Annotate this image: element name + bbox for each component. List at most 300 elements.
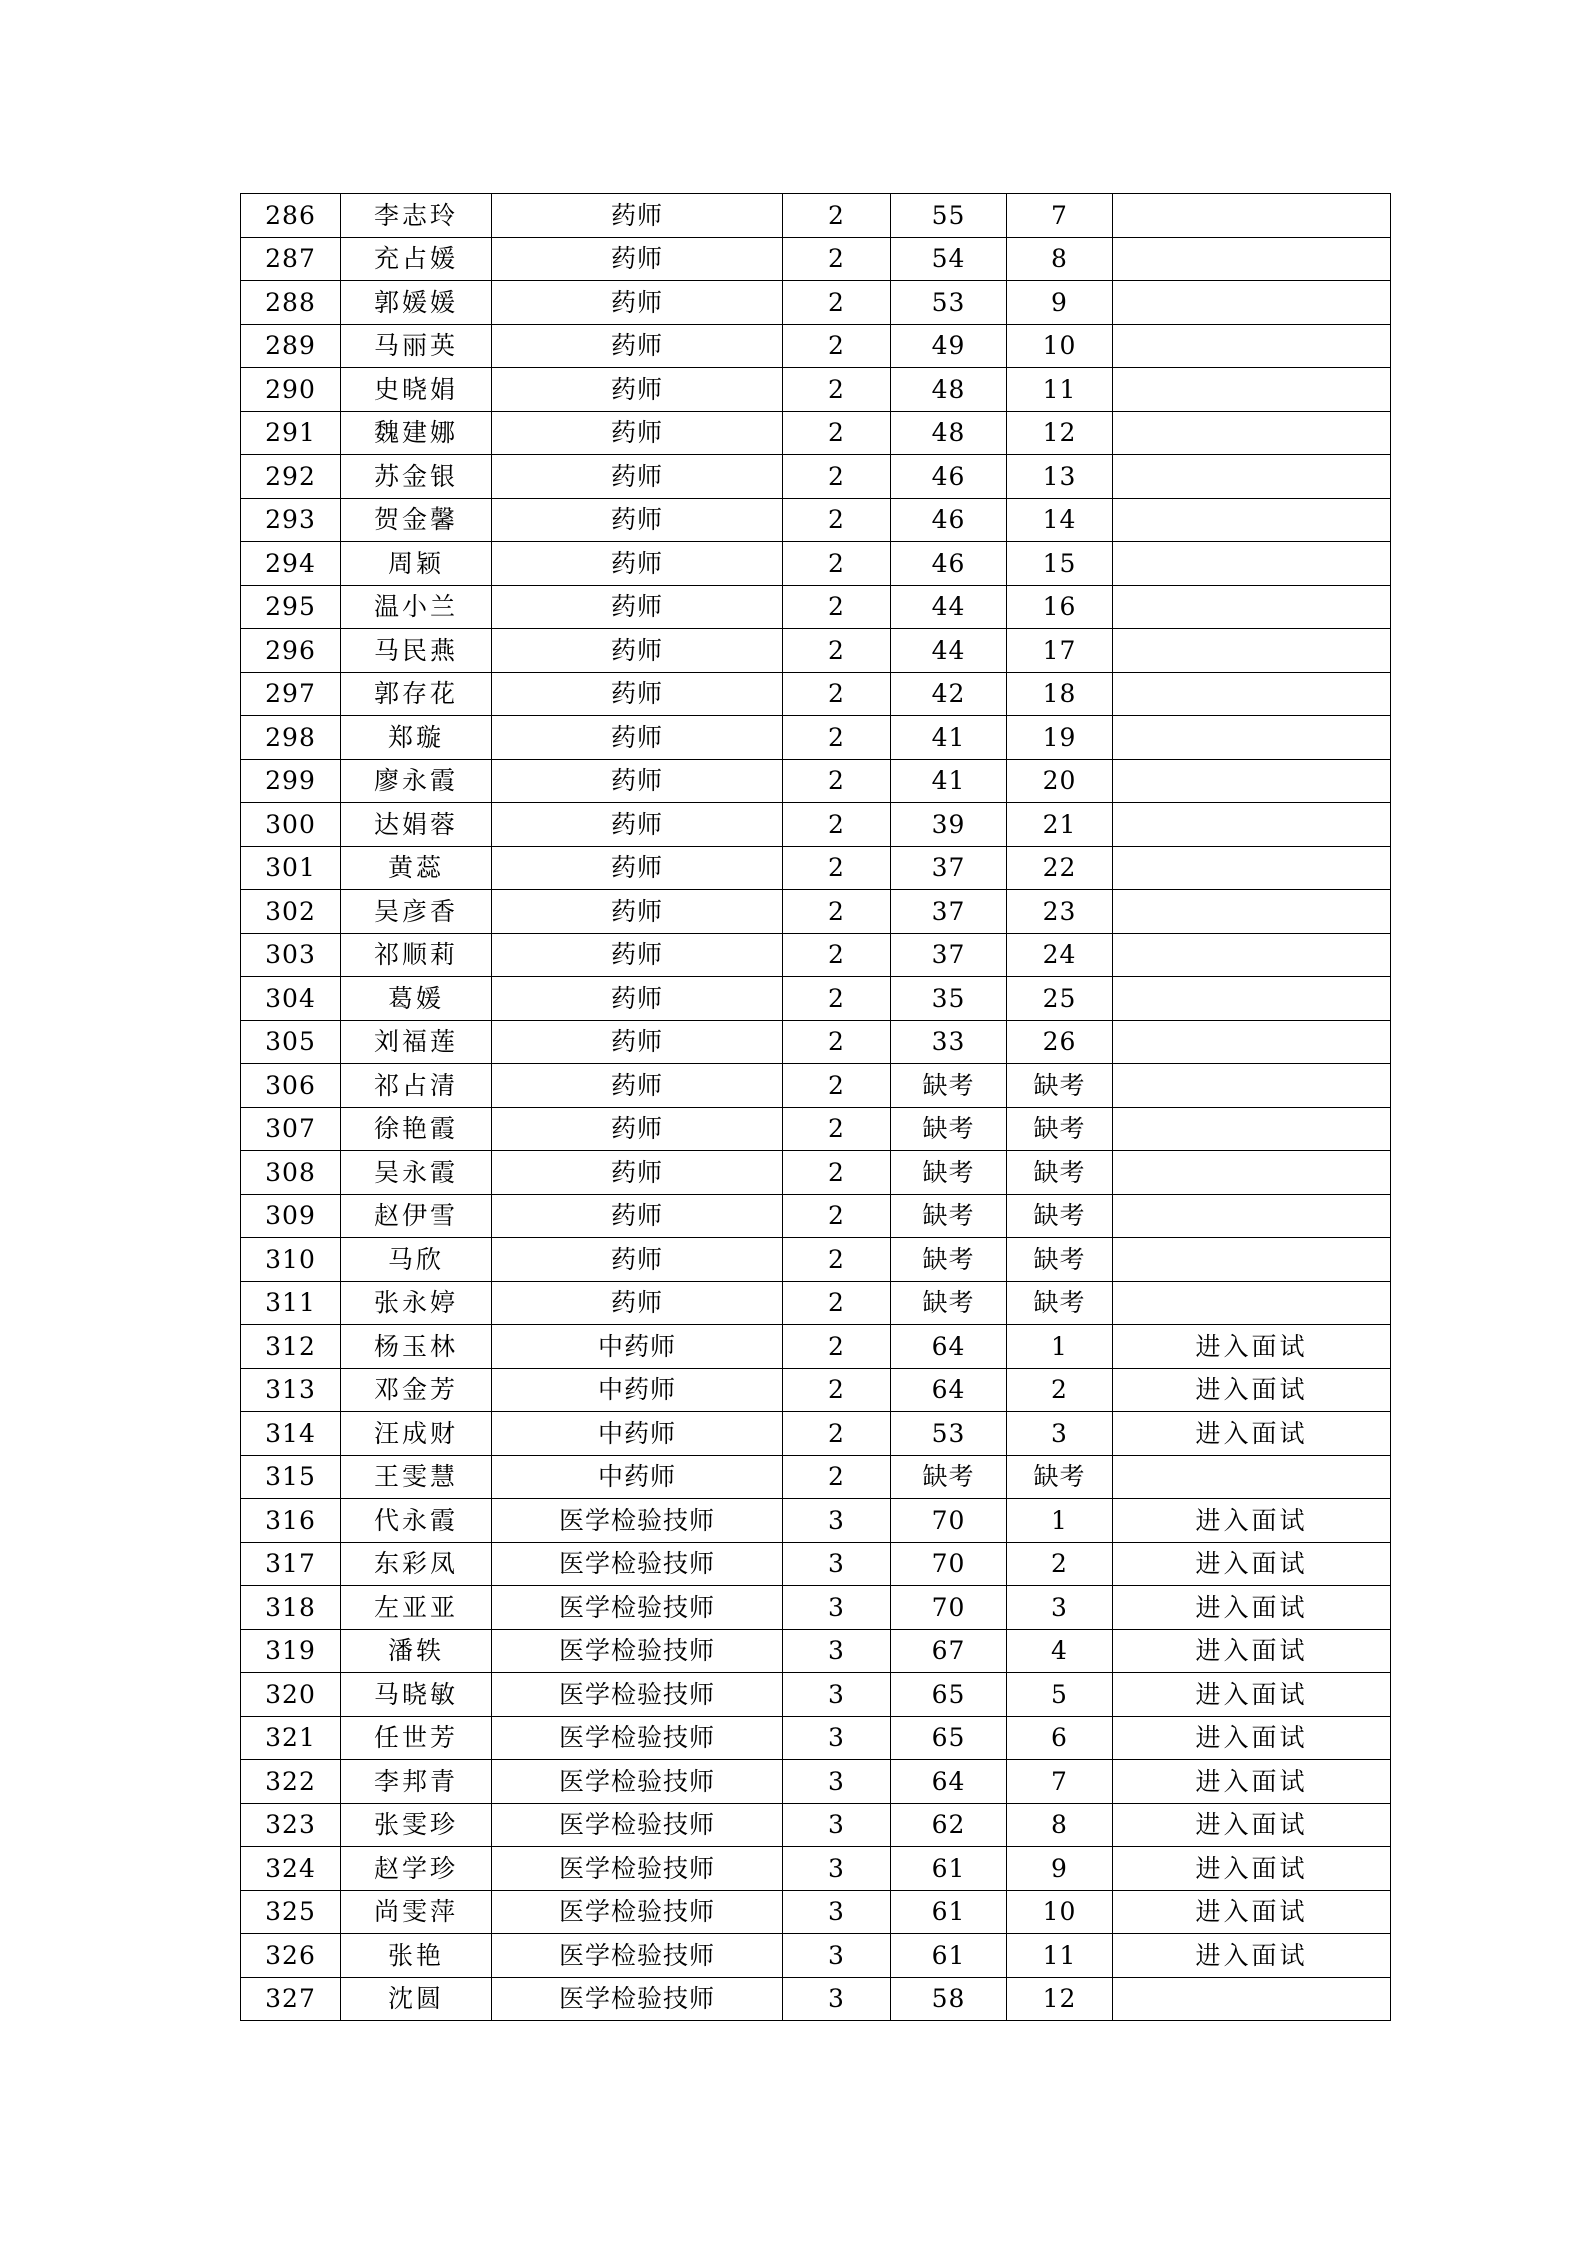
cell-position: 医学检验技师	[492, 1629, 783, 1673]
cell-rank: 8	[1007, 1803, 1113, 1847]
cell-seq: 288	[241, 281, 341, 325]
cell-remark	[1113, 411, 1391, 455]
table-row	[241, 629, 1391, 673]
cell-name: 魏建娜	[341, 411, 492, 455]
cell-score: 54	[891, 237, 1007, 281]
cell-rank: 11	[1007, 368, 1113, 412]
cell-position-code: 2	[783, 846, 891, 890]
cell-position-code: 2	[783, 542, 891, 586]
cell-remark	[1113, 237, 1391, 281]
cell-name: 刘福莲	[341, 1020, 492, 1064]
table-row	[241, 1499, 1391, 1543]
cell-remark	[1113, 672, 1391, 716]
cell-name: 马欣	[341, 1238, 492, 1282]
cell-position-code: 3	[783, 1934, 891, 1978]
cell-seq: 301	[241, 846, 341, 890]
cell-score: 42	[891, 672, 1007, 716]
cell-seq: 289	[241, 324, 341, 368]
cell-position: 药师	[492, 411, 783, 455]
cell-position: 药师	[492, 194, 783, 238]
cell-position: 药师	[492, 368, 783, 412]
cell-name: 苏金银	[341, 455, 492, 499]
cell-score: 缺考	[891, 1107, 1007, 1151]
cell-name: 代永霞	[341, 1499, 492, 1543]
cell-position: 药师	[492, 1107, 783, 1151]
cell-remark: 进入面试	[1113, 1716, 1391, 1760]
table-row	[241, 1673, 1391, 1717]
table-row	[241, 1194, 1391, 1238]
cell-rank: 7	[1007, 194, 1113, 238]
cell-name: 李志玲	[341, 194, 492, 238]
cell-rank: 缺考	[1007, 1064, 1113, 1108]
cell-score: 48	[891, 411, 1007, 455]
cell-position-code: 2	[783, 890, 891, 934]
cell-position: 药师	[492, 933, 783, 977]
cell-seq: 306	[241, 1064, 341, 1108]
cell-rank: 15	[1007, 542, 1113, 586]
cell-position: 药师	[492, 1064, 783, 1108]
table-row	[241, 672, 1391, 716]
cell-seq: 310	[241, 1238, 341, 1282]
cell-position-code: 2	[783, 498, 891, 542]
table-row	[241, 324, 1391, 368]
cell-seq: 307	[241, 1107, 341, 1151]
cell-rank: 10	[1007, 1890, 1113, 1934]
cell-position-code: 2	[783, 759, 891, 803]
cell-seq: 324	[241, 1847, 341, 1891]
cell-position: 药师	[492, 1151, 783, 1195]
cell-seq: 318	[241, 1586, 341, 1630]
cell-name: 潘轶	[341, 1629, 492, 1673]
cell-remark: 进入面试	[1113, 1673, 1391, 1717]
cell-rank: 10	[1007, 324, 1113, 368]
cell-remark	[1113, 977, 1391, 1021]
cell-score: 61	[891, 1847, 1007, 1891]
cell-seq: 311	[241, 1281, 341, 1325]
cell-rank: 25	[1007, 977, 1113, 1021]
cell-seq: 298	[241, 716, 341, 760]
results-table	[240, 193, 1391, 2021]
cell-position-code: 2	[783, 1020, 891, 1064]
cell-rank: 26	[1007, 1020, 1113, 1064]
cell-position-code: 3	[783, 1673, 891, 1717]
cell-remark	[1113, 368, 1391, 412]
cell-position-code: 2	[783, 585, 891, 629]
cell-name: 贺金馨	[341, 498, 492, 542]
cell-remark	[1113, 846, 1391, 890]
table-row	[241, 803, 1391, 847]
cell-score: 缺考	[891, 1238, 1007, 1282]
cell-score: 44	[891, 629, 1007, 673]
cell-rank: 12	[1007, 1977, 1113, 2021]
cell-rank: 2	[1007, 1368, 1113, 1412]
cell-name: 左亚亚	[341, 1586, 492, 1630]
cell-remark	[1113, 1455, 1391, 1499]
cell-name: 马丽英	[341, 324, 492, 368]
cell-rank: 缺考	[1007, 1194, 1113, 1238]
cell-name: 马民燕	[341, 629, 492, 673]
cell-score: 缺考	[891, 1455, 1007, 1499]
cell-name: 东彩凤	[341, 1542, 492, 1586]
cell-position-code: 2	[783, 194, 891, 238]
cell-position: 药师	[492, 542, 783, 586]
table-row	[241, 194, 1391, 238]
cell-seq: 287	[241, 237, 341, 281]
cell-name: 祁占清	[341, 1064, 492, 1108]
cell-remark	[1113, 759, 1391, 803]
cell-name: 温小兰	[341, 585, 492, 629]
cell-remark	[1113, 1020, 1391, 1064]
cell-score: 62	[891, 1803, 1007, 1847]
cell-position-code: 3	[783, 1760, 891, 1804]
cell-rank: 1	[1007, 1325, 1113, 1369]
cell-rank: 18	[1007, 672, 1113, 716]
cell-seq: 294	[241, 542, 341, 586]
cell-score: 35	[891, 977, 1007, 1021]
cell-seq: 325	[241, 1890, 341, 1934]
cell-position: 医学检验技师	[492, 1499, 783, 1543]
cell-seq: 323	[241, 1803, 341, 1847]
cell-position-code: 3	[783, 1716, 891, 1760]
cell-name: 祁顺莉	[341, 933, 492, 977]
cell-rank: 3	[1007, 1412, 1113, 1456]
cell-rank: 1	[1007, 1499, 1113, 1543]
cell-position-code: 2	[783, 1325, 891, 1369]
cell-remark	[1113, 585, 1391, 629]
cell-rank: 缺考	[1007, 1238, 1113, 1282]
cell-seq: 320	[241, 1673, 341, 1717]
cell-position: 医学检验技师	[492, 1803, 783, 1847]
cell-position-code: 3	[783, 1586, 891, 1630]
cell-score: 61	[891, 1890, 1007, 1934]
cell-score: 缺考	[891, 1194, 1007, 1238]
cell-name: 尚雯萍	[341, 1890, 492, 1934]
cell-score: 53	[891, 1412, 1007, 1456]
table-row	[241, 1977, 1391, 2021]
cell-position: 药师	[492, 237, 783, 281]
cell-position: 药师	[492, 1020, 783, 1064]
cell-position-code: 3	[783, 1847, 891, 1891]
cell-seq: 316	[241, 1499, 341, 1543]
table-row	[241, 890, 1391, 934]
cell-name: 张雯珍	[341, 1803, 492, 1847]
table-row	[241, 933, 1391, 977]
cell-score: 64	[891, 1760, 1007, 1804]
cell-name: 马晓敏	[341, 1673, 492, 1717]
cell-score: 46	[891, 455, 1007, 499]
cell-position-code: 2	[783, 977, 891, 1021]
cell-position: 医学检验技师	[492, 1586, 783, 1630]
table-row	[241, 1803, 1391, 1847]
cell-seq: 296	[241, 629, 341, 673]
cell-remark: 进入面试	[1113, 1368, 1391, 1412]
cell-remark: 进入面试	[1113, 1542, 1391, 1586]
cell-seq: 321	[241, 1716, 341, 1760]
table-row	[241, 1586, 1391, 1630]
cell-remark	[1113, 803, 1391, 847]
cell-position-code: 2	[783, 237, 891, 281]
cell-score: 65	[891, 1673, 1007, 1717]
cell-seq: 326	[241, 1934, 341, 1978]
cell-name: 达娟蓉	[341, 803, 492, 847]
table-row	[241, 1760, 1391, 1804]
cell-score: 65	[891, 1716, 1007, 1760]
table-row	[241, 759, 1391, 803]
cell-seq: 312	[241, 1325, 341, 1369]
cell-name: 吴彦香	[341, 890, 492, 934]
cell-rank: 16	[1007, 585, 1113, 629]
cell-score: 46	[891, 542, 1007, 586]
cell-seq: 286	[241, 194, 341, 238]
cell-remark: 进入面试	[1113, 1803, 1391, 1847]
cell-name: 史晓娟	[341, 368, 492, 412]
table-row	[241, 455, 1391, 499]
cell-score: 58	[891, 1977, 1007, 2021]
cell-position: 药师	[492, 716, 783, 760]
cell-position-code: 2	[783, 1238, 891, 1282]
cell-remark	[1113, 629, 1391, 673]
table-row	[241, 1542, 1391, 1586]
cell-remark: 进入面试	[1113, 1890, 1391, 1934]
cell-position: 中药师	[492, 1412, 783, 1456]
table-row	[241, 1847, 1391, 1891]
cell-position-code: 2	[783, 1368, 891, 1412]
cell-seq: 317	[241, 1542, 341, 1586]
cell-seq: 304	[241, 977, 341, 1021]
cell-name: 王雯慧	[341, 1455, 492, 1499]
table-row	[241, 281, 1391, 325]
cell-position: 药师	[492, 1281, 783, 1325]
table-row	[241, 1151, 1391, 1195]
cell-rank: 24	[1007, 933, 1113, 977]
cell-remark	[1113, 324, 1391, 368]
cell-rank: 6	[1007, 1716, 1113, 1760]
cell-position-code: 2	[783, 629, 891, 673]
table-row	[241, 1934, 1391, 1978]
cell-position-code: 3	[783, 1890, 891, 1934]
cell-name: 杨玉林	[341, 1325, 492, 1369]
cell-position-code: 2	[783, 1455, 891, 1499]
cell-rank: 9	[1007, 281, 1113, 325]
cell-position: 药师	[492, 281, 783, 325]
cell-seq: 302	[241, 890, 341, 934]
table-row	[241, 1238, 1391, 1282]
cell-score: 70	[891, 1499, 1007, 1543]
table-row	[241, 977, 1391, 1021]
cell-rank: 22	[1007, 846, 1113, 890]
cell-seq: 322	[241, 1760, 341, 1804]
cell-name: 沈圆	[341, 1977, 492, 2021]
table-row	[241, 1281, 1391, 1325]
cell-position-code: 2	[783, 368, 891, 412]
cell-score: 70	[891, 1542, 1007, 1586]
cell-score: 41	[891, 716, 1007, 760]
cell-seq: 292	[241, 455, 341, 499]
cell-position-code: 2	[783, 1107, 891, 1151]
cell-remark: 进入面试	[1113, 1586, 1391, 1630]
cell-position: 医学检验技师	[492, 1934, 783, 1978]
cell-score: 55	[891, 194, 1007, 238]
cell-position-code: 2	[783, 803, 891, 847]
cell-position-code: 2	[783, 933, 891, 977]
table-row	[241, 237, 1391, 281]
cell-score: 缺考	[891, 1151, 1007, 1195]
cell-position-code: 2	[783, 1194, 891, 1238]
cell-score: 53	[891, 281, 1007, 325]
cell-position-code: 2	[783, 1412, 891, 1456]
cell-position-code: 3	[783, 1803, 891, 1847]
table-row	[241, 1629, 1391, 1673]
table-row	[241, 1368, 1391, 1412]
cell-rank: 3	[1007, 1586, 1113, 1630]
cell-name: 吴永霞	[341, 1151, 492, 1195]
cell-seq: 309	[241, 1194, 341, 1238]
cell-score: 46	[891, 498, 1007, 542]
table-row	[241, 1716, 1391, 1760]
cell-position: 药师	[492, 672, 783, 716]
cell-rank: 8	[1007, 237, 1113, 281]
cell-score: 缺考	[891, 1064, 1007, 1108]
cell-position-code: 2	[783, 1281, 891, 1325]
cell-seq: 297	[241, 672, 341, 716]
cell-position: 药师	[492, 585, 783, 629]
cell-seq: 293	[241, 498, 341, 542]
cell-remark	[1113, 716, 1391, 760]
cell-seq: 291	[241, 411, 341, 455]
cell-position-code: 2	[783, 324, 891, 368]
cell-score: 49	[891, 324, 1007, 368]
cell-remark: 进入面试	[1113, 1629, 1391, 1673]
table-row	[241, 716, 1391, 760]
cell-rank: 13	[1007, 455, 1113, 499]
table-row	[241, 1890, 1391, 1934]
cell-score: 37	[891, 890, 1007, 934]
cell-rank: 23	[1007, 890, 1113, 934]
cell-score: 61	[891, 1934, 1007, 1978]
cell-seq: 290	[241, 368, 341, 412]
cell-position: 药师	[492, 759, 783, 803]
cell-position: 药师	[492, 324, 783, 368]
cell-rank: 21	[1007, 803, 1113, 847]
cell-position: 医学检验技师	[492, 1760, 783, 1804]
cell-rank: 17	[1007, 629, 1113, 673]
cell-remark: 进入面试	[1113, 1499, 1391, 1543]
cell-name: 张永婷	[341, 1281, 492, 1325]
cell-remark	[1113, 281, 1391, 325]
cell-remark	[1113, 1151, 1391, 1195]
cell-rank: 19	[1007, 716, 1113, 760]
table-row	[241, 411, 1391, 455]
cell-rank: 缺考	[1007, 1281, 1113, 1325]
table-row	[241, 846, 1391, 890]
cell-name: 汪成财	[341, 1412, 492, 1456]
cell-position-code: 2	[783, 672, 891, 716]
cell-rank: 4	[1007, 1629, 1113, 1673]
cell-rank: 11	[1007, 1934, 1113, 1978]
cell-position: 医学检验技师	[492, 1716, 783, 1760]
table-row	[241, 1455, 1391, 1499]
cell-position: 药师	[492, 1238, 783, 1282]
cell-seq: 313	[241, 1368, 341, 1412]
table-row	[241, 1020, 1391, 1064]
cell-seq: 299	[241, 759, 341, 803]
cell-position: 药师	[492, 846, 783, 890]
cell-name: 黄蕊	[341, 846, 492, 890]
cell-remark	[1113, 1194, 1391, 1238]
cell-score: 70	[891, 1586, 1007, 1630]
cell-position: 药师	[492, 803, 783, 847]
cell-seq: 305	[241, 1020, 341, 1064]
cell-name: 周颖	[341, 542, 492, 586]
table-row	[241, 498, 1391, 542]
cell-position: 医学检验技师	[492, 1890, 783, 1934]
cell-position: 药师	[492, 1194, 783, 1238]
table-row	[241, 1064, 1391, 1108]
cell-name: 张艳	[341, 1934, 492, 1978]
cell-name: 葛媛	[341, 977, 492, 1021]
cell-position: 医学检验技师	[492, 1542, 783, 1586]
cell-name: 李邦青	[341, 1760, 492, 1804]
cell-position: 中药师	[492, 1455, 783, 1499]
cell-remark: 进入面试	[1113, 1412, 1391, 1456]
cell-position-code: 2	[783, 455, 891, 499]
table-row	[241, 368, 1391, 412]
cell-name: 郭存花	[341, 672, 492, 716]
cell-remark	[1113, 1238, 1391, 1282]
cell-position-code: 2	[783, 1151, 891, 1195]
cell-remark	[1113, 455, 1391, 499]
cell-score: 缺考	[891, 1281, 1007, 1325]
cell-seq: 319	[241, 1629, 341, 1673]
cell-rank: 20	[1007, 759, 1113, 803]
cell-position-code: 2	[783, 716, 891, 760]
cell-position: 中药师	[492, 1368, 783, 1412]
cell-score: 64	[891, 1368, 1007, 1412]
table-row	[241, 1412, 1391, 1456]
cell-remark	[1113, 1281, 1391, 1325]
cell-position: 药师	[492, 455, 783, 499]
cell-seq: 314	[241, 1412, 341, 1456]
cell-name: 郑璇	[341, 716, 492, 760]
cell-name: 充占媛	[341, 237, 492, 281]
table-row	[241, 1107, 1391, 1151]
cell-name: 郭媛媛	[341, 281, 492, 325]
cell-position: 医学检验技师	[492, 1847, 783, 1891]
cell-remark	[1113, 1107, 1391, 1151]
cell-remark: 进入面试	[1113, 1847, 1391, 1891]
cell-name: 赵学珍	[341, 1847, 492, 1891]
cell-position: 中药师	[492, 1325, 783, 1369]
cell-rank: 缺考	[1007, 1107, 1113, 1151]
cell-score: 39	[891, 803, 1007, 847]
cell-position-code: 2	[783, 1064, 891, 1108]
cell-seq: 303	[241, 933, 341, 977]
cell-remark	[1113, 933, 1391, 977]
cell-remark	[1113, 890, 1391, 934]
cell-position-code: 2	[783, 281, 891, 325]
cell-remark: 进入面试	[1113, 1760, 1391, 1804]
cell-score: 33	[891, 1020, 1007, 1064]
cell-seq: 295	[241, 585, 341, 629]
cell-rank: 5	[1007, 1673, 1113, 1717]
cell-score: 64	[891, 1325, 1007, 1369]
cell-rank: 缺考	[1007, 1151, 1113, 1195]
cell-position-code: 3	[783, 1499, 891, 1543]
cell-position: 药师	[492, 977, 783, 1021]
cell-name: 廖永霞	[341, 759, 492, 803]
cell-score: 44	[891, 585, 1007, 629]
cell-rank: 9	[1007, 1847, 1113, 1891]
